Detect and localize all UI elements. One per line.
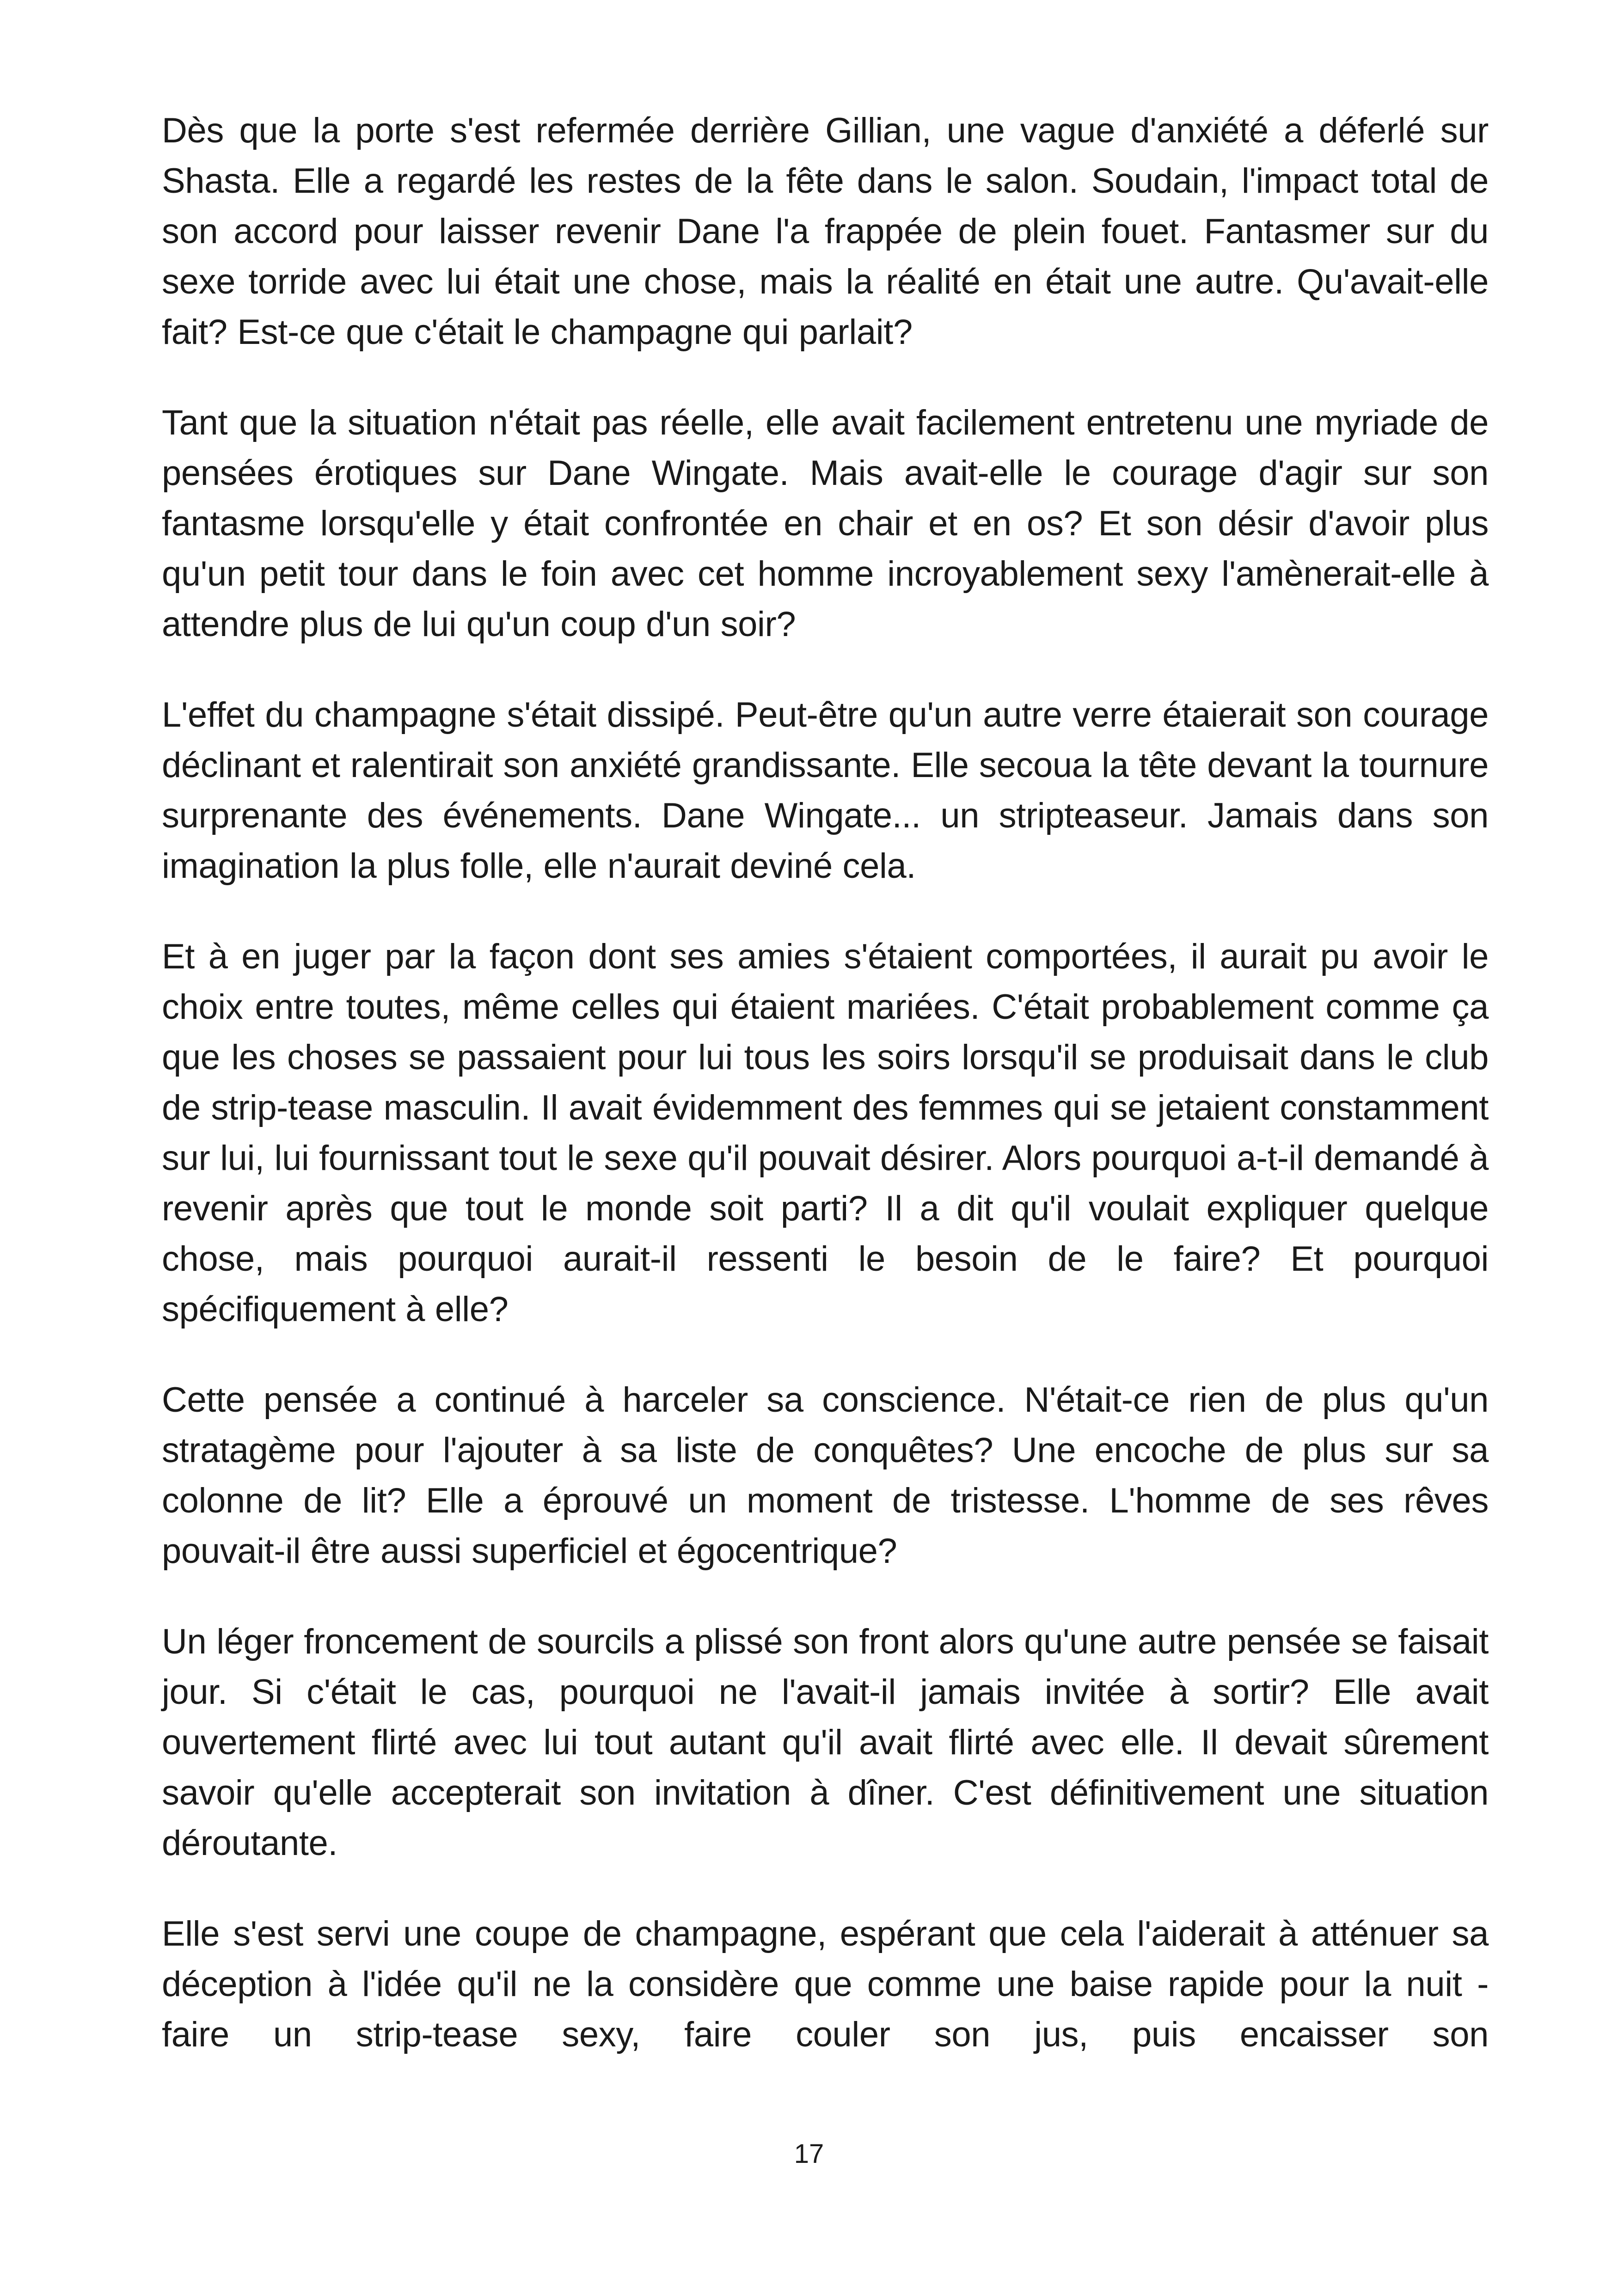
paragraph-4: Et à en juger par la façon dont ses amies s'étaient comportées, il aurait pu avoir le choix entre toutes, même celles qui étaient mariées. C'était probablement comme ça que les choses se passaient pour lui tous les soirs lorsqu'il se produisait dans le club de strip-tease masculin. Il avait évidemment des femmes qui se jetaient constamment sur lui, lui fournissant tout le sexe qu'il pouvait désirer. Alors pourquoi a-t-il demandé à revenir après que tout le monde soit parti? Il a dit qu'il voulait expliquer quelque chose, mais pourquoi aurait-il ressenti le besoin de le faire? Et pourquoi spécifiquement à elle?	[162, 937, 1489, 1329]
paragraph-7: Elle s'est servi une coupe de champagne, espérant que cela l'aiderait à atténuer sa déception à l'idée qu'il ne la considère que comme une baise rapide pour la nuit - faire un strip-tease sexy, faire couler son jus, puis encaisser son	[162, 1914, 1489, 2054]
paragraph-5: Cette pensée a continué à harceler sa conscience. N'était-ce rien de plus qu'un stratagème pour l'ajouter à sa liste de conquêtes? Une encoche de plus sur sa colonne de lit? Elle a éprouvé un moment de tristesse. L'homme de ses rêves pouvait-il être aussi superficiel et égocentrique?	[162, 1380, 1489, 1571]
paragraph-3: L'effet du champagne s'était dissipé. Peut-être qu'un autre verre étaierait son courage déclinant et ralentirait son anxiété grandissante. Elle secoua la tête devant la tournure surprenante des événements. Dane Wingate... un stripteaseur. Jamais dans son imagination la plus folle, elle n'aurait deviné cela.	[162, 695, 1489, 886]
paragraph-6: Un léger froncement de sourcils a plissé son front alors qu'une autre pensée se faisait jour. Si c'était le cas, pourquoi ne l'avait-il jamais invitée à sortir? Elle avait ouvertement flirté avec lui tout autant qu'il avait flirté avec elle. Il devait sûrement savoir qu'elle accepterait son invitation à dîner. C'est définitivement une situation déroutante.	[162, 1622, 1489, 1863]
page-body	[162, 105, 1489, 2060]
page-number: 17	[794, 2139, 824, 2169]
paragraph-2: Tant que la situation n'était pas réelle, elle avait facilement entretenu une myriade de pensées érotiques sur Dane Wingate. Mais avait-elle le courage d'agir sur son fantasme lorsqu'elle y était confrontée en chair et en os? Et son désir d'avoir plus qu'un petit tour dans le foin avec cet homme incroyablement sexy l'amènerait-elle à attendre plus de lui qu'un coup d'un soir?	[162, 403, 1489, 644]
paragraph-1: Dès que la porte s'est refermée derrière Gillian, une vague d'anxiété a déferlé sur Shasta. Elle a regardé les restes de la fête dans le salon. Soudain, l'impact total de son accord pour laisser revenir Dane l'a frappée de plein fouet. Fantasmer sur du sexe torride avec lui était une chose, mais la réalité en était une autre. Qu'avait-elle fait? Est-ce que c'était le champagne qui parlait?	[162, 111, 1489, 352]
